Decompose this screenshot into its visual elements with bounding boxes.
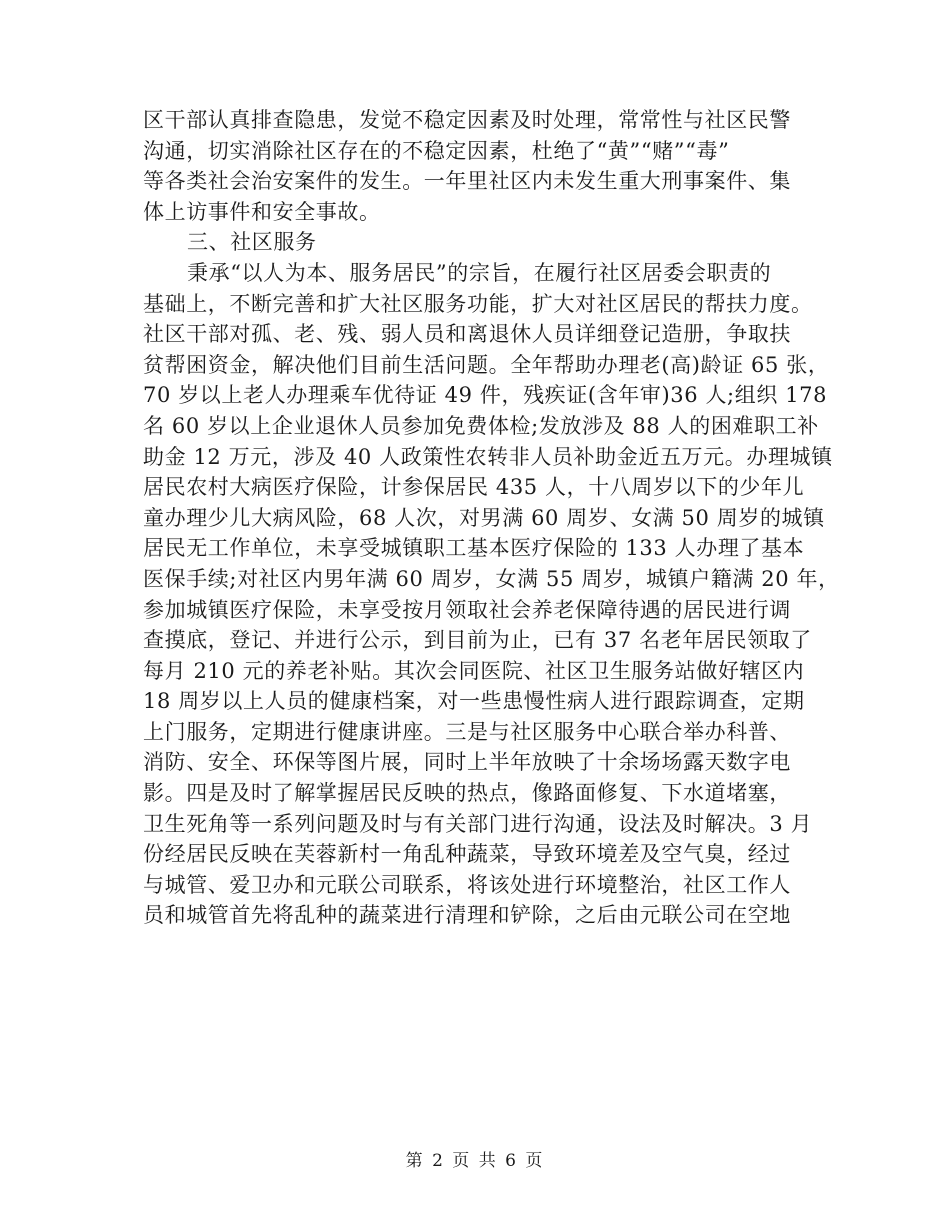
text-line: 每月 210 元的养老补贴。其次会同医院、社区卫生服务站做好辖区内 (143, 658, 805, 683)
text-line: 上门服务，定期进行健康讲座。三是与社区服务中心联合举办科普、 (143, 719, 791, 744)
text-line: 童办理少儿大病风险，68 人次，对男满 60 周岁、女满 50 周岁的城镇 (143, 505, 825, 530)
text-line: 18 周岁以上人员的健康档案，对一些患慢性病人进行跟踪调查，定期 (143, 689, 805, 714)
text-line: 医保手续;对社区内男年满 60 周岁，女满 55 周岁，城镇户籍满 20 年， (143, 566, 840, 591)
page-number-footer: 第 2 页 共 6 页 (405, 1151, 545, 1171)
text-line: 70 岁以上老人办理乘车优待证 49 件，残疾证(含年审)36 人;组织 178 (143, 383, 828, 408)
text-line: 体上访事件和安全事故。 (143, 199, 381, 224)
text-line: 助金 12 万元，涉及 40 人政策性农转非人员补助金近五万元。办理城镇 (143, 444, 833, 469)
text-line: 份经居民反映在芙蓉新村一角乱种蔬菜，导致环境差及空气臭，经过 (143, 842, 791, 867)
paragraph-start-line: 秉承“以人为本、服务居民”的宗旨，在履行社区居委会职责的 (187, 260, 772, 285)
text-line: 查摸底，登记、并进行公示，到目前为止，已有 37 名老年居民领取了 (143, 628, 812, 653)
text-line: 区干部认真排查隐患，发觉不稳定因素及时处理，常常性与社区民警 (143, 108, 791, 132)
text-line: 沟通，切实消除社区存在的不稳定因素，杜绝了“黄”“赌”“毒” (143, 138, 730, 163)
text-line: 等各类社会治安案件的发生。一年里社区内未发生重大刑事案件、集 (143, 169, 791, 194)
text-line: 居民农村大病医疗保险，计参保居民 435 人，十八周岁以下的少年儿 (143, 475, 805, 500)
body-text (143, 105, 840, 931)
text-line: 社区干部对孤、老、残、弱人员和离退休人员详细登记造册，争取扶 (143, 322, 791, 347)
text-line: 居民无工作单位，未享受城镇职工基本医疗保险的 133 人办理了基本 (143, 536, 805, 561)
text-line: 参加城镇医疗保险，未享受按月领取社会养老保障待遇的居民进行调 (143, 597, 791, 622)
text-line: 员和城管首先将乱种的蔬菜进行清理和铲除，之后由元联公司在空地 (143, 903, 791, 928)
text-line: 卫生死角等一系列问题及时与有关部门进行沟通，设法及时解决。3 月 (143, 811, 813, 836)
text-line: 名 60 岁以上企业退休人员参加免费体检;发放涉及 88 人的困难职工补 (143, 413, 819, 438)
section-heading: 三、社区服务 (187, 230, 317, 255)
text-line: 贫帮困资金，解决他们目前生活问题。全年帮助办理老(高)龄证 65 张， (143, 352, 830, 377)
text-line: 影。四是及时了解掌握居民反映的热点，像路面修复、下水道堵塞， (143, 781, 791, 806)
text-line: 与城管、爱卫办和元联公司联系，将该处进行环境整治，社区工作人 (143, 872, 791, 897)
text-line: 基础上，不断完善和扩大社区服务功能，扩大对社区居民的帮扶力度。 (143, 291, 813, 316)
text-line: 消防、安全、环保等图片展，同时上半年放映了十余场场露天数字电 (143, 750, 791, 775)
